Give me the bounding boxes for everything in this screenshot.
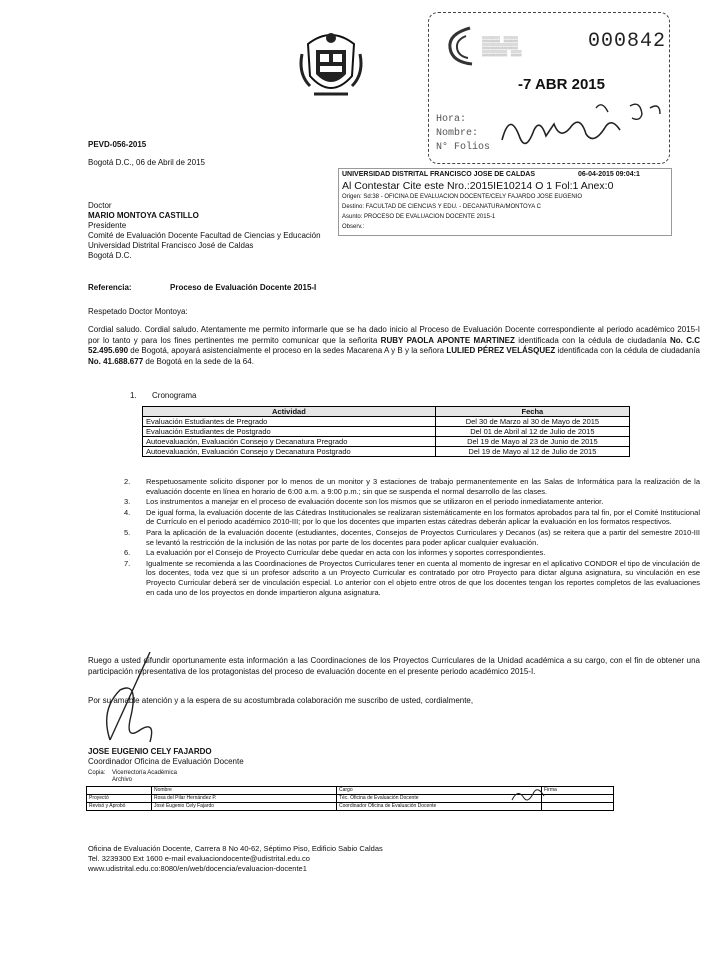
table-cell: Coordinador Oficina de Evaluación Docente xyxy=(337,803,542,811)
farewell-paragraph: Por su amable atención y a la espera de su acostumbrada colaboración me suscribo de usted, cordialmente, xyxy=(88,696,474,705)
column-header-firma: Firma xyxy=(542,787,614,795)
footer xyxy=(88,844,383,874)
table-cell: Evaluación Estudiantes de Postgrado xyxy=(143,427,436,437)
stamp-faded-text: ▒▒▒▒▒ ▒▒▒▒ ▒▒▒▒▒▒▒▒▒▒ ▒▒▒▒▒▒▒ ▒▒▒ xyxy=(482,36,522,57)
intro-text-3: de Bogotá, apoyará asistencialmente el proceso en la sedes Macarena A y B y la señora xyxy=(128,346,447,356)
column-header-cargo: Cargo xyxy=(337,787,542,795)
footer-address: Oficina de Evaluación Docente, Carrera 8 No 40-62, Séptimo Piso, Edificio Sabio Caldas xyxy=(88,844,383,853)
stamp-nombre-label: Nombre: xyxy=(436,128,479,139)
cronograma-number: 1. xyxy=(130,391,137,400)
stamp-date: -7 ABR 2015 xyxy=(518,76,605,93)
column-header-fecha: Fecha xyxy=(435,407,629,417)
reference-text: Proceso de Evaluación Docente 2015-I xyxy=(170,283,317,292)
table-cell: Del 19 de Mayo al 23 de Junio de 2015 xyxy=(435,437,629,447)
copy-recipient-2: Archivo xyxy=(112,777,133,783)
radicado-university: UNIVERSIDAD DISTRITAL FRANCISCO JOSE DE CALDAS xyxy=(342,171,536,178)
table-cell: Autoevaluación, Evaluación Consejo y Decanatura Postgrado xyxy=(143,447,436,457)
handwritten-signature xyxy=(490,100,670,160)
intro-text-4: identificada con la cédula de ciudadanía xyxy=(555,346,701,356)
document-code: PEVD-056-2015 xyxy=(88,140,147,149)
recipient-university: Universidad Distrital Francisco José de Caldas xyxy=(88,241,254,250)
assistant-name-1: RUBY PAOLA APONTE MARTINEZ xyxy=(380,335,515,345)
list-item xyxy=(124,528,700,547)
item-number: 2. xyxy=(124,477,131,486)
intro-text-5: de Bogotá en la sede de la 64. xyxy=(143,356,254,366)
table-cell: Téc. Oficina de Evaluación Docente xyxy=(337,795,542,803)
recipient-name: MARIO MONTOYA CASTILLO xyxy=(88,211,199,220)
table-cell: Rosa del Pilar Hernández P. xyxy=(152,795,337,803)
copy-recipient-1: Vicerrectoría Académica xyxy=(112,770,177,776)
list-item xyxy=(124,559,700,597)
radicado-timestamp: 06-04-2015 09:04:1 xyxy=(578,171,640,178)
radicado-observ: Observ.: xyxy=(342,224,365,230)
table-cell: Del 19 de Mayo al 12 de Julio de 2015 xyxy=(435,447,629,457)
column-header-nombre: Nombre xyxy=(152,787,337,795)
intro-text-2: identificada con la cédula de ciudadanía xyxy=(514,335,670,345)
list-item xyxy=(124,497,700,507)
table-cell xyxy=(542,803,614,811)
table-cell: Del 30 de Marzo al 30 de Mayo de 2015 xyxy=(435,417,629,427)
assistant-name-2: LULIED PÉREZ VELÁSQUEZ xyxy=(446,346,556,356)
list-item xyxy=(124,508,700,527)
item-text: La evaluación por el Consejo de Proyecto Curricular debe quedar en acta con los informes y soportes correspondientes. xyxy=(146,548,546,558)
table-cell xyxy=(87,787,152,795)
signer-signature xyxy=(80,650,210,760)
table-cell xyxy=(542,795,614,803)
item-text: Para la aplicación de la evaluación docente (estudiantes, docentes, Consejos de Proyectos Curriculares y Decanos (as) se reitera que a partir del semestre 2010-III se levantó la restricción de la inclusión de las notas por parte de los docentes para poder aplicar cualquier evaluación. xyxy=(146,527,700,547)
intro-paragraph xyxy=(88,325,700,367)
radicado-cite: Al Contestar Cite este Nro.:2015IE10214 O 1 Fol:1 Anex:0 xyxy=(342,180,614,192)
document-date: Bogotá D.C., 06 de Abril de 2015 xyxy=(88,158,205,167)
university-seal xyxy=(298,24,364,104)
stamp-logo xyxy=(442,24,482,68)
radicado-asunto: Asunto: PROCESO DE EVALUACION DOCENTE 2015-1 xyxy=(342,214,496,220)
assistant-id-1: No. C.C 52.495.690 xyxy=(88,335,701,356)
stamp-folios-label: N° Folios xyxy=(436,142,491,153)
item-number: 5. xyxy=(124,527,131,537)
cronograma-table xyxy=(142,406,630,457)
greeting: Respetado Doctor Montoya: xyxy=(88,307,188,316)
initials-mark xyxy=(510,786,550,806)
table-cell: Revisó y Aprobó xyxy=(87,803,152,811)
intro-text-1: Cordial saludo. Cordial saludo. Atentamente me permito informarle que se ha dado inicio al Proceso de Evaluación Docente correspondiente al periodo académico 2015-I por lo tanto y para los fines pertinentes me permito comunicar que la señorita xyxy=(88,325,700,345)
stamp-number: 000842 xyxy=(588,30,667,53)
table-header-row xyxy=(143,407,630,417)
list-item xyxy=(124,548,700,558)
item-number: 3. xyxy=(124,497,131,507)
table-cell: Evaluación Estudiantes de Pregrado xyxy=(143,417,436,427)
assistant-id-2: No. 41.688.677 xyxy=(88,356,144,366)
item-number: 6. xyxy=(124,548,131,558)
item-number: 7. xyxy=(124,558,131,568)
item-text: De igual forma, la evaluación docente de las Cátedras Institucionales se realizaran sistemáticamente en los formatos aprobados para tal fin, por el Comité Institucional de Currículo en el periodo académico 2010-III; por lo que los docentes que imparten estas cátedras deberán aplicar la evaluación en los formatos respectivos. xyxy=(146,507,700,527)
numbered-list xyxy=(124,477,700,598)
recipient-committee: Comité de Evaluación Docente Facultad de Ciencias y Educación xyxy=(88,231,321,240)
footer-contact: Tel. 3239300 Ext 1600 e-mail evaluaciondocente@udistrital.edu.co xyxy=(88,854,310,863)
table-row xyxy=(143,417,630,427)
recipient-city: Bogotá D.C. xyxy=(88,251,132,260)
recipient-position: Presidente xyxy=(88,221,127,230)
cronograma-label: Cronograma xyxy=(152,391,197,400)
table-cell: Proyectó xyxy=(87,795,152,803)
recipient-title: Doctor xyxy=(88,201,112,210)
signer-name: JOSE EUGENIO CELY FAJARDO xyxy=(88,747,212,756)
column-header-actividad: Actividad xyxy=(143,407,436,417)
item-text: Igualmente se recomienda a las Coordinaciones de Proyectos Curriculares tener en cuenta al momento de ingresar en el aplicativo CONDOR el tipo de vinculación de los docentes, toda vez que si un profesor adscrito a un Proyecto Curricular es contratado por otro Proyecto para dictar alguna asignatura, su vinculación en ese Proyecto Curricular deberá ser de vinculación especial. Lo anterior con el objeto entre otros de que los docentes tengan los reportes completos de las evaluaciones en cada uno de los proyectos en donde impartieron alguna asignatura. xyxy=(146,558,700,597)
item-number: 4. xyxy=(124,507,131,517)
footer-url: www.udistrital.edu.co:8080/en/web/docencia/evaluacion-docente1 xyxy=(88,864,307,873)
table-cell: Autoevaluación, Evaluación Consejo y Decanatura Pregrado xyxy=(143,437,436,447)
copy-label: Copia: xyxy=(88,770,106,776)
signer-position: Coordinador Oficina de Evaluación Docente xyxy=(88,757,244,766)
item-text: Respetuosamente solicito disponer por lo menos de un monitor y 3 estaciones de trabajo permanentemente en las Salas de Informática para la realización de la evaluación docente en línea en horario de 6:00 a.m. a 9:00 p.m.; sin que se suspenda el normal desarrollo de las clases. xyxy=(146,477,700,496)
table-row xyxy=(143,427,630,437)
table-row xyxy=(143,437,630,447)
table-cell: Del 01 de Abril al 12 de Julio de 2015 xyxy=(435,427,629,437)
table-row xyxy=(143,447,630,457)
list-item xyxy=(124,477,700,496)
radicado-origen: Origen: Sd:38 - OFICINA DE EVALUACION DOCENTE/CELY FAJARDO JOSE EUGENIO xyxy=(342,194,583,200)
radicado-destino: Destino: FACULTAD DE CIENCIAS Y EDU. - DECANATURA/MONTOYA C xyxy=(342,204,541,210)
reference-label: Referencia: xyxy=(88,283,132,292)
item-text: Los instrumentos a manejar en el proceso de evaluación docente son los mismos que se utilizaron en el periodo inmediatamente anterior. xyxy=(146,497,604,507)
closing-paragraph: Ruego a usted difundir oportunamente esta información a las Coordinaciones de los Proyectos Curriculares de la Unidad académica a su cargo, con el fin de obtener una participación representativa de los protagonistas del proceso de evaluación docente en el presente periodo académico 2015-I. xyxy=(88,656,700,676)
radicado-box xyxy=(338,168,672,236)
table-cell: José Eugenio Cely Fajardo xyxy=(152,803,337,811)
stamp-hora-label: Hora: xyxy=(436,114,467,125)
